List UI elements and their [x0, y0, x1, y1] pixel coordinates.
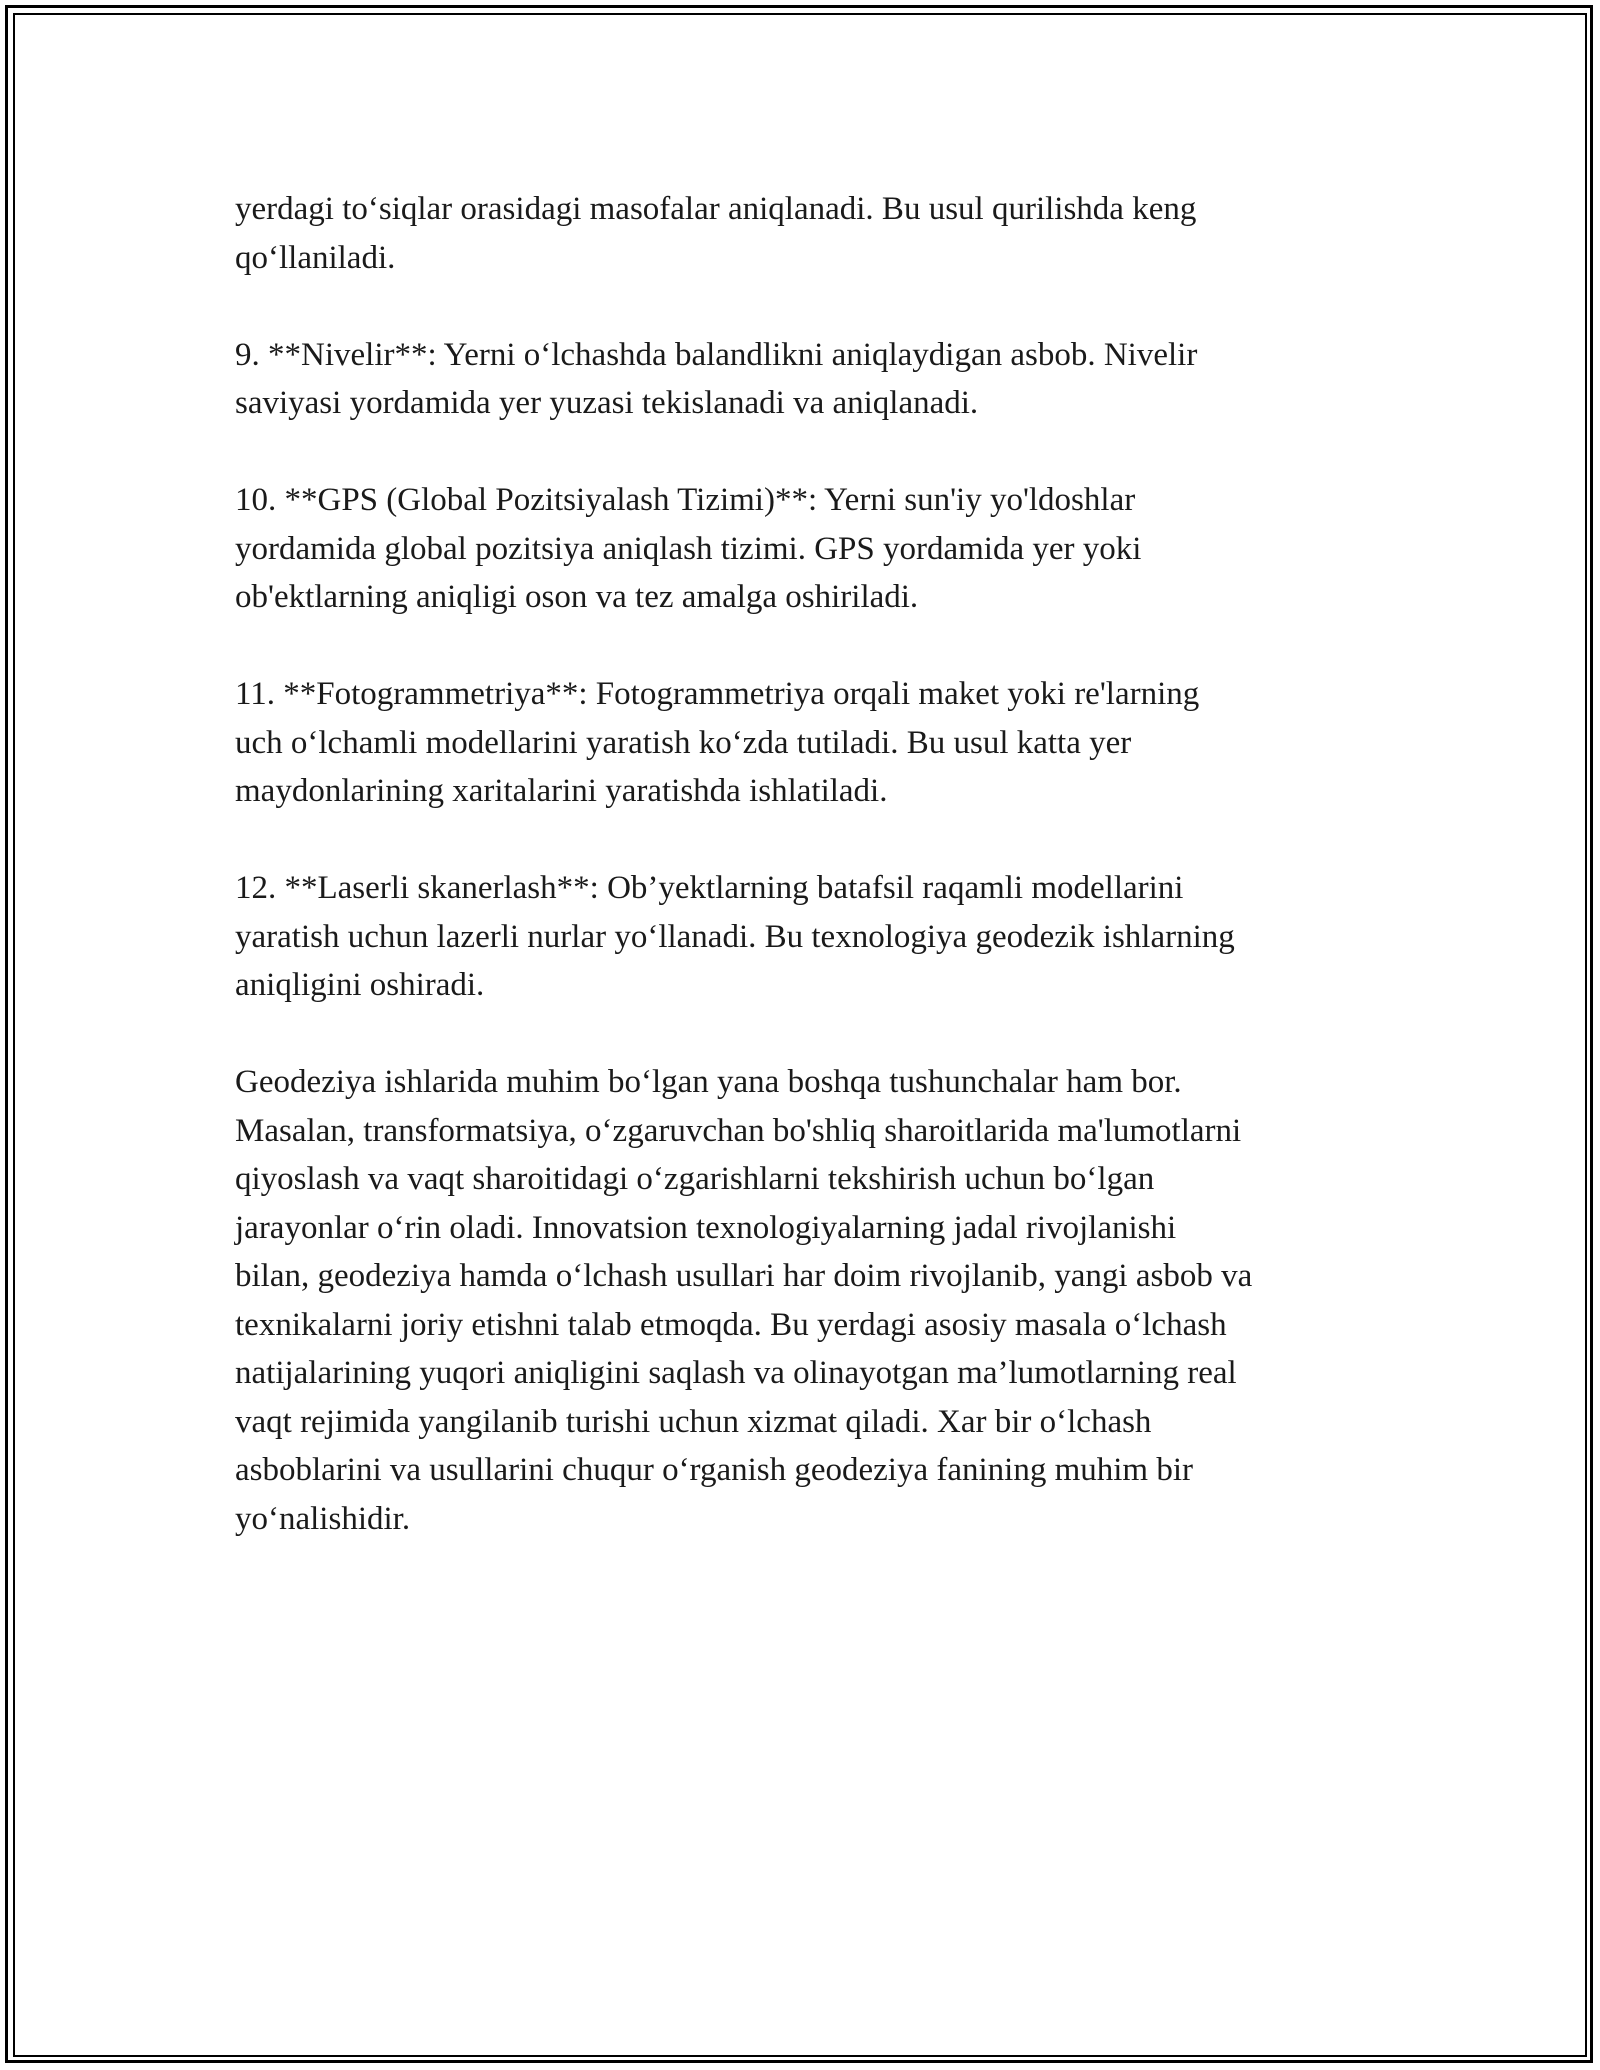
paragraph-continuation: yerdagi to‘siqlar orasidagi masofalar aniqlanadi. Bu usul qurilishda keng qo‘llaniladi.: [235, 191, 1197, 276]
paragraph-item-10-gps: 10. **GPS (Global Pozitsiyalash Tizimi)**: Yerni sun'iy yo'ldoshlar yordamida global pozitsiya aniqlash tizimi. GPS yordamida yer yoki ob'ektlarning aniqligi oson va tez amalga oshiriladi.: [235, 482, 1142, 615]
paragraph-item-11-fotogrammetriya: 11. **Fotogrammetriya**: Fotogrammetriya orqali maket yoki re'larning uch o‘lchamli modellarini yaratish ko‘zda tutiladi. Bu usul katta yer maydonlarining xaritalarini yaratishda ishlatiladi.: [235, 676, 1200, 809]
paragraph-conclusion: Geodeziya ishlarida muhim bo‘lgan yana boshqa tushunchalar ham bor. Masalan, transformatsiya, o‘zgaruvchan bo'shliq sharoitlarida ma'lumotlarni qiyoslash va vaqt sharoitidagi o‘zgarishlarni tekshirish uchun bo‘lgan jarayonlar o‘rin oladi. Innovatsion texnologiyalarning jadal rivojlanishi bilan, geodeziya hamda o‘lchash usullari har doim rivojlanib, yangi asbob va texnikalarni joriy etishni talab etmoqda. Bu yerdagi asosiy masala o‘lchash natijalarining yuqori aniqligini saqlash va olinayotgan ma’lumotlarning real vaqt rejimida yangilanib turishi uchun xizmat qiladi. Xar bir o‘lchash asboblarini va usullarini chuqur o‘rganish geodeziya fanining muhim bir yo‘nalishidir.: [235, 1064, 1253, 1537]
document-body: [235, 185, 1375, 1592]
paragraph-item-12-laserli-skanerlash: 12. **Laserli skanerlash**: Ob’yektlarning batafsil raqamli modellarini yaratish uchun lazerli nurlar yo‘llanadi. Bu texnologiya geodezik ishlarning aniqligini oshiradi.: [235, 870, 1235, 1003]
paragraph-item-9-nivelir: 9. **Nivelir**: Yerni o‘lchashda balandlikni aniqlaydigan asbob. Nivelir saviyasi yordamida yer yuzasi tekislanadi va aniqlanadi.: [235, 336, 1198, 421]
